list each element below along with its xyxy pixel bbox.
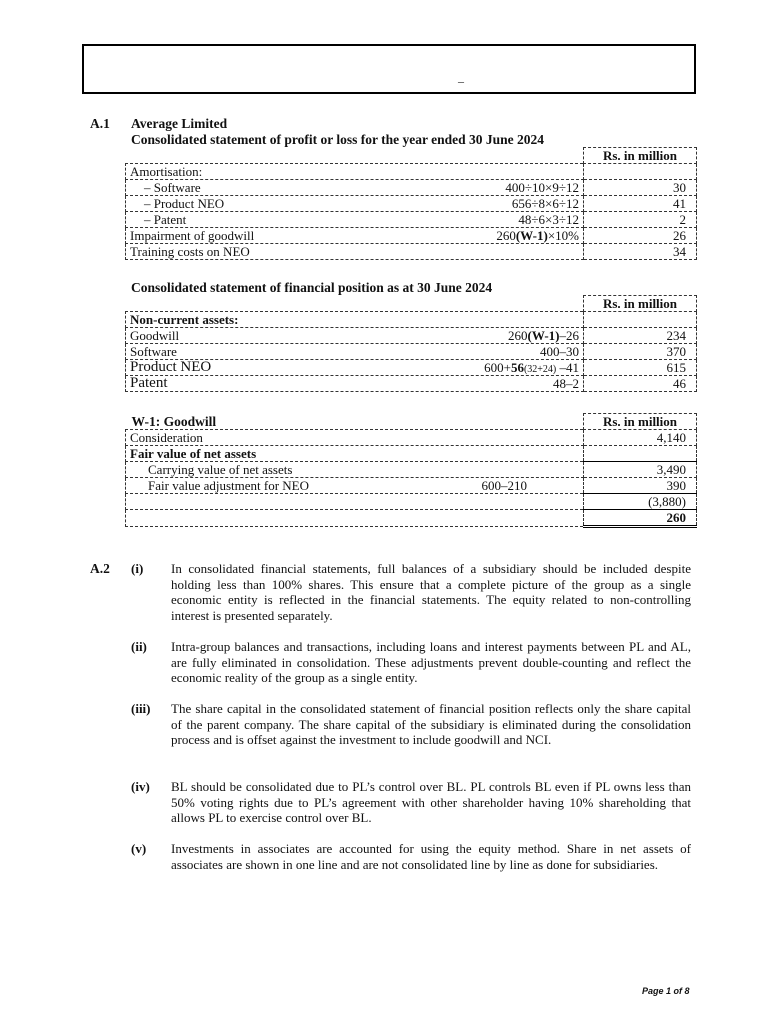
row-amount: 390 (584, 478, 697, 494)
pl-table (125, 147, 697, 260)
w1-unit-header: Rs. in million (584, 414, 697, 430)
paragraph: BL should be consolidated due to PL’s control over BL. PL controls BL even if PL owns less than 50% voting rights due to PL’s agreement with other shareholder having 10% shareholding that allows PL to exercise control over BL. (171, 779, 691, 825)
paragraph: Intra-group balances and transactions, including loans and interest payments between PL and AL, are fully eliminated in consolidation. These adjustments prevent double-counting and reflect the economic reality of the group as a single entity. (171, 639, 691, 685)
table-row (126, 244, 697, 260)
row-amount: 234 (584, 328, 697, 344)
table-row (126, 196, 697, 212)
paragraph: Investments in associates are accounted for using the equity method. Share in net assets of associates are shown in one line and are not consolidated line by line as done for subsidiaries. (171, 841, 691, 872)
row-label: Goodwill (130, 328, 180, 343)
table-row (126, 478, 697, 494)
table-row (126, 510, 697, 527)
table-row (126, 376, 697, 392)
fp-title: Consolidated statement of financial position as at 30 June 2024 (131, 280, 493, 295)
row-amount: 34 (584, 244, 697, 260)
goodwill-total: 260 (584, 510, 697, 527)
page-number: Page 1 of 8 (642, 986, 690, 996)
table-row (126, 430, 697, 446)
table-row (126, 462, 697, 478)
row-label: Fair value adjustment for NEO (148, 478, 310, 493)
w1-title: W-1: Goodwill (131, 413, 217, 429)
table-row (126, 360, 697, 376)
row-label: Impairment of goodwill (130, 228, 255, 243)
row-amount: 615 (584, 360, 697, 376)
question-number-a2: A.2 (90, 561, 110, 576)
table-row (126, 494, 697, 510)
item-number: (i) (131, 561, 144, 576)
w1-table (125, 413, 697, 528)
row-calc: 600+56(32+24) –41 (484, 360, 579, 375)
row-calc: 656÷8×6÷12 (511, 196, 579, 211)
row-amount: 3,490 (584, 462, 697, 478)
row-calc: 260(W-1)×10% (496, 228, 579, 243)
paragraph: In consolidated financial statements, full balances of a subsidiary should be included despite holding less than 100% shares. This ensure that a complete picture of the group as a single economic entity is reflected in the financial statements. The equity related to non-controlling interest is presented separately. (171, 561, 691, 623)
paragraph: The share capital in the consolidated statement of financial position reflects only the share capital of the parent company. The share capital of the subsidiary is eliminated during the consolidation process and is offset against the investment to include goodwill and NCI. (171, 701, 691, 747)
table-row (126, 212, 697, 228)
item-number: (iv) (131, 779, 150, 794)
item-number: (v) (131, 841, 147, 856)
fv-label: Fair value of net assets (126, 446, 584, 462)
row-label: – Product NEO (144, 196, 225, 211)
company-name: Average Limited (131, 116, 228, 131)
row-label: Carrying value of net assets (148, 462, 293, 477)
row-amount: 26 (584, 228, 697, 244)
fp-unit-header: Rs. in million (584, 296, 697, 312)
row-calc: 260(W-1)–26 (507, 328, 579, 343)
fp-section-label: Non-current assets: (126, 312, 584, 328)
row-calc: 400÷10×9÷12 (505, 180, 579, 195)
item-number: (iii) (131, 701, 151, 716)
header-box (82, 44, 696, 94)
row-label: Software (130, 344, 177, 359)
row-calc: 400–30 (540, 344, 579, 359)
fp-table (125, 295, 697, 392)
table-row (126, 228, 697, 244)
table-row (126, 344, 697, 360)
row-calc: 48÷6×3÷12 (518, 212, 579, 227)
row-label: – Software (144, 180, 201, 195)
fv-subtotal: (3,880) (584, 494, 697, 510)
pl-unit-header: Rs. in million (584, 148, 697, 164)
table-row (126, 180, 697, 196)
row-amount: 46 (584, 376, 697, 392)
table-row (126, 328, 697, 344)
row-label: Patent (130, 375, 168, 391)
pl-title: Consolidated statement of profit or loss for the year ended 30 June 2024 (131, 132, 544, 147)
row-calc: 48–2 (553, 376, 579, 391)
item-number: (ii) (131, 639, 147, 654)
consideration-label: Consideration (126, 430, 584, 446)
row-label: Product NEO (130, 359, 212, 375)
row-label: Training costs on NEO (130, 244, 250, 259)
question-number-a1: A.1 (90, 116, 110, 131)
row-amount: 370 (584, 344, 697, 360)
pl-section-label: Amortisation: (126, 164, 584, 180)
row-amount: 30 (584, 180, 697, 196)
row-amount: 2 (584, 212, 697, 228)
row-amount: 41 (584, 196, 697, 212)
consideration-amount: 4,140 (584, 430, 697, 446)
row-calc: 600–210 (481, 478, 527, 493)
row-label: – Patent (144, 212, 187, 227)
header-dash: – (458, 74, 464, 88)
